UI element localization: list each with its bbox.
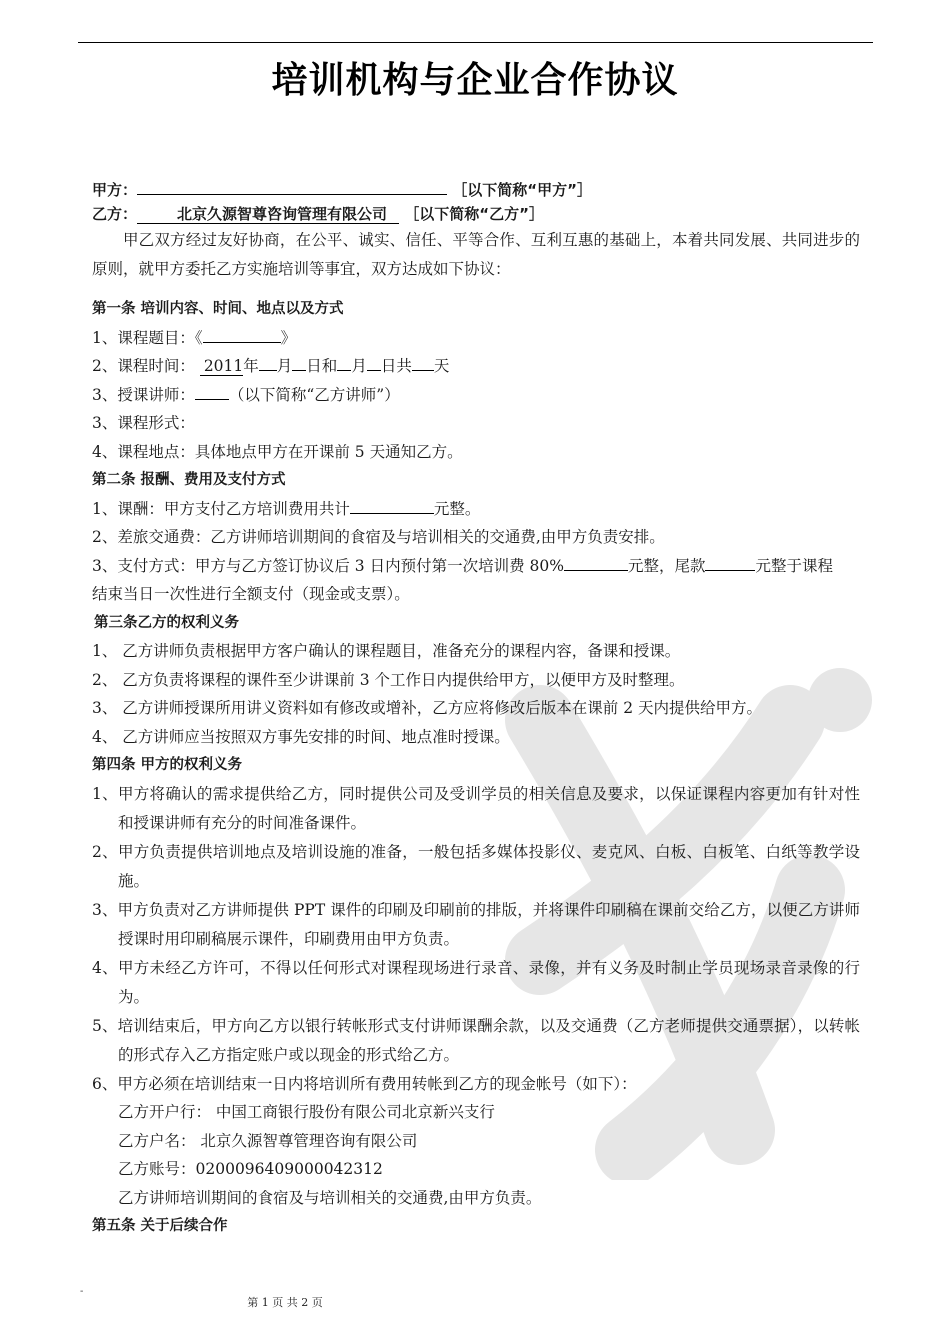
course-location-line: 4、课程地点：具体地点甲方在开课前 5 天通知乙方。 [92,442,463,461]
course-format-line: 3、课程形式： [92,414,195,432]
article-3-heading: 第三条乙方的权利义务 [94,614,239,631]
payment-line: 3、支付方式：甲方与乙方签订协议后 3 日内预付第一次培训费 80% 元整，尾款 元整于课程 [92,552,860,581]
article-1-heading: 第一条 培训内容、时间、地点以及方式 [92,301,344,317]
expense-note-line: 乙方讲师培训期间的食宿及与培训相关的交通费,由甲方负责。 [118,1188,542,1207]
document-body [92,178,860,1241]
list-item: 6、甲方必须在培训结束一日内将培训所有费用转帐到乙方的现金帐号（如下）： [92,1074,637,1093]
footer-mark: - [80,1286,84,1297]
list-item: 1、甲方将确认的需求提供给乙方，同时提供公司及受训学员的相关信息及要求，以保证课程内容更加有针对性和授课讲师有充分的时间准备课件。 [92,784,860,832]
article-4-heading: 第四条 甲方的权利义务 [92,757,243,773]
intro-paragraph: 甲乙双方经过友好协商，在公平、诚实、信任、平等合作、互利互惠的基础上，本着共同发展、共同进步的原则，就甲方委托乙方实施培训等事宜，双方达成如下协议： [92,231,860,278]
page-number: 第 1 页 共 2 页 [247,1296,323,1309]
party-b-name: 北京久源智尊咨询管理有限公司 [137,205,399,224]
party-a-blank [137,178,447,195]
list-item: 4、甲方未经乙方许可，不得以任何形式对课程现场进行录音、录像，并有义务及时制止学员现场录音录像的行为。 [92,958,860,1006]
travel-fee-line: 2、差旅交通费：乙方讲师培训期间的食宿及与培训相关的交通费,由甲方负责安排。 [92,528,665,546]
list-item: 2、 乙方负责将课程的课件至少讲课前 3 个工作日内提供给甲方，以便甲方及时整理。 [92,670,685,689]
header-rule [78,42,873,43]
account-name-line: 乙方户名： 北京久源智尊管理咨询有限公司 [118,1131,418,1150]
payment-line-cont: 结束当日一次性进行全额支付（现金或支票）。 [92,585,410,603]
bank-line: 乙方开户行： 中国工商银行股份有限公司北京新兴支行 [118,1103,495,1121]
party-a-line: 甲方： ［以下简称“甲方”］ [92,178,860,202]
list-item: 1、 乙方讲师负责根据甲方客户确认的课程题目，准备充分的课程内容，备课和授课。 [92,642,681,660]
list-item: 2、甲方负责提供培训地点及培训设施的准备，一般包括多媒体投影仪、麦克风、白板、白板笔、白纸等教学设施。 [92,842,860,890]
instructor-line: 3、授课讲师： （以下简称“乙方讲师”） [92,381,860,410]
article-5-heading: 第五条 关于后续合作 [92,1218,228,1234]
party-b-line: 乙方： 北京久源智尊咨询管理有限公司 ［以下简称“乙方”］ [92,205,544,223]
list-item: 4、 乙方讲师应当按照双方事先安排的时间、地点准时授课。 [92,727,510,746]
list-item: 5、培训结束后，甲方向乙方以银行转帐形式支付讲师课酬余款，以及交通费（乙方老师提供交通票据），以转帐的形式存入乙方指定账户或以现金的形式给乙方。 [92,1016,860,1064]
list-item: 3、甲方负责对乙方讲师提供 PPT 课件的印刷及印刷前的排版，并将课件印刷稿在课前交给乙方，以便乙方讲师授课时用印刷稿展示课件，印刷费用由甲方负责。 [92,900,860,948]
list-item: 3、 乙方讲师授课所用讲义资料如有修改或增补，乙方应将修改后版本在课前 2 天内提供给甲方。 [92,699,763,717]
course-time-line: 2、课程时间： 2011年 月 日和 月 日共 天 [92,352,860,381]
document-title: 培训机构与企业合作协议 [271,60,679,101]
fee-line: 1、课酬：甲方支付乙方培训费用共计 元整。 [92,495,860,524]
course-title-line: 1、课程题目：《 》 [92,324,860,353]
account-number-line: 乙方账号：0200096409000042312 [118,1160,383,1178]
article-2-heading: 第二条 报酬、费用及支付方式 [92,472,286,488]
